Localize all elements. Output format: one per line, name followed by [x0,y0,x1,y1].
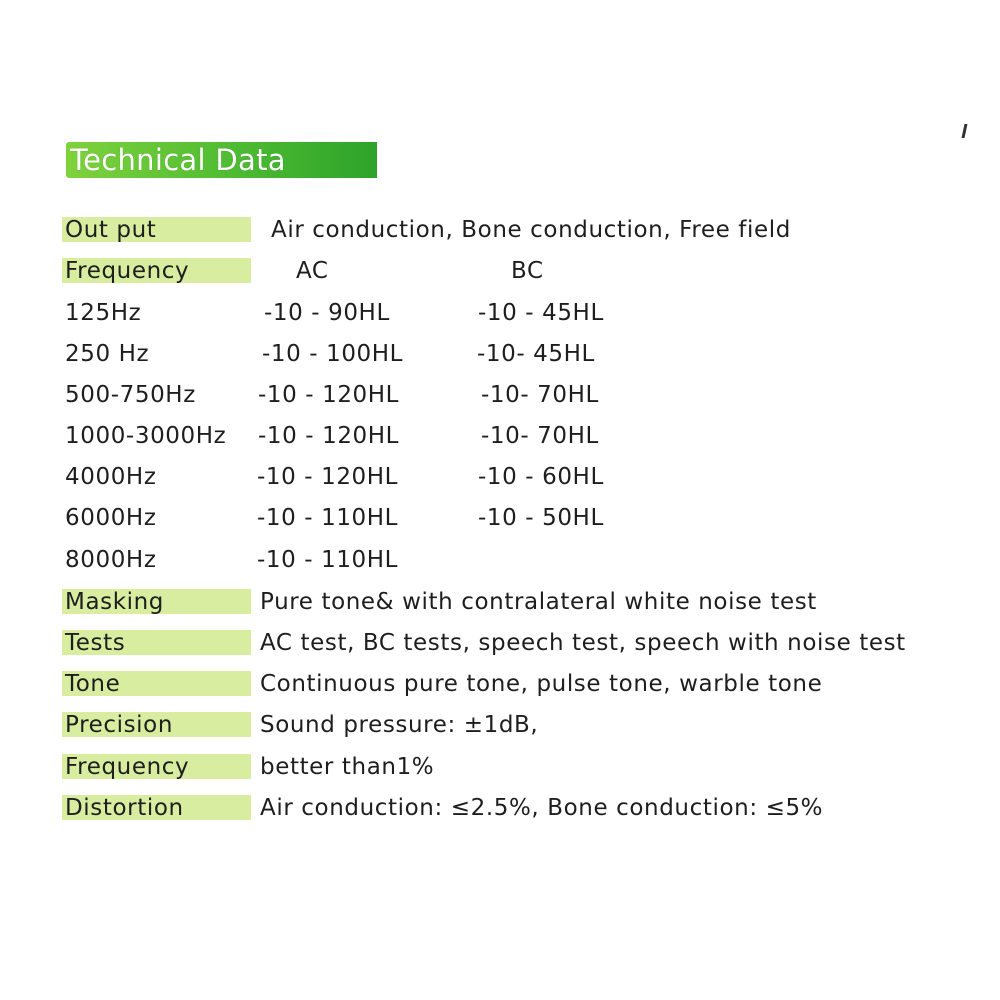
spec-row-output [0,215,1000,245]
frequency-row [0,380,1000,410]
spec-label: Precision [65,712,174,738]
frequency-row [0,545,1000,575]
frequency-cell: 6000Hz [65,505,157,531]
spec-label: Out put [65,217,157,243]
spec-value: Air conduction, Bone conduction, Free field [271,217,791,243]
frequency-header-row [0,256,1000,286]
spec-label: Distortion [65,795,184,821]
frequency-cell: 8000Hz [65,547,157,573]
frequency-row [0,339,1000,369]
frequency-cell: 1000-3000Hz [65,423,227,449]
page-title: Technical Data [70,143,286,177]
frequency-row [0,503,1000,533]
bc-range-cell: -10 - 50HL [478,505,604,531]
frequency-cell: 250 Hz [65,341,150,367]
frequency-row [0,462,1000,492]
frequency-cell: 500-750Hz [65,382,196,408]
bc-range-cell: -10 - 60HL [478,464,604,490]
spec-row [0,752,1000,782]
spec-row [0,628,1000,658]
spec-value: Sound pressure: ±1dB, [260,712,539,738]
spec-value: better than1% [260,754,435,780]
ac-range-cell: -10 - 110HL [257,505,399,531]
spec-row [0,587,1000,617]
spec-row [0,710,1000,740]
ac-column-header: AC [296,258,329,284]
spec-value: Air conduction: ≤2.5%, Bone conduction: ≤5% [260,795,824,821]
ac-range-cell: -10 - 90HL [264,300,390,326]
bc-range-cell: -10- 70HL [481,382,599,408]
spec-label: Masking [65,589,165,615]
spec-row [0,793,1000,823]
spec-label: Frequency [65,754,190,780]
ac-range-cell: -10 - 100HL [262,341,404,367]
spec-row [0,669,1000,699]
frequency-cell: 125Hz [65,300,142,326]
ac-range-cell: -10 - 120HL [257,464,399,490]
bc-column-header: BC [511,258,544,284]
spec-value: Pure tone& with contralateral white noise test [260,589,817,615]
frequency-row [0,298,1000,328]
ac-range-cell: -10 - 120HL [258,382,400,408]
title-banner [66,142,377,178]
corner-mark [962,124,968,138]
spec-label: Tests [65,630,126,656]
spec-label: Frequency [65,258,190,284]
ac-range-cell: -10 - 110HL [257,547,399,573]
ac-range-cell: -10 - 120HL [258,423,400,449]
frequency-row [0,421,1000,451]
bc-range-cell: -10- 70HL [481,423,599,449]
spec-label: Tone [65,671,121,697]
frequency-cell: 4000Hz [65,464,157,490]
bc-range-cell: -10 - 45HL [478,300,604,326]
spec-value: AC test, BC tests, speech test, speech with noise test [260,630,906,656]
spec-value: Continuous pure tone, pulse tone, warble tone [260,671,823,697]
bc-range-cell: -10- 45HL [477,341,595,367]
